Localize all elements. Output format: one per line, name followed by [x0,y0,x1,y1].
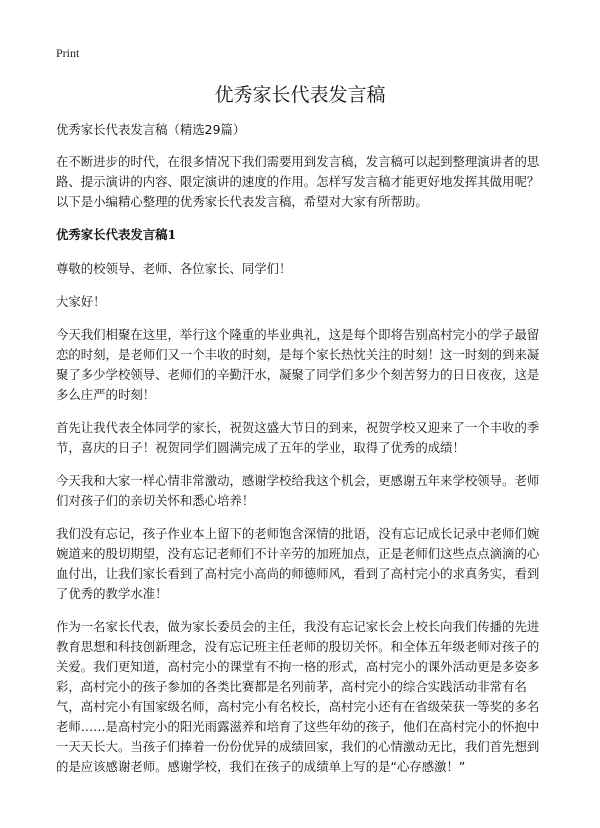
print-label: Print [56,46,80,60]
paragraph-congratulations: 首先让我代表全体同学的家长，祝贺这盛大节日的到来，祝贺学校又迎来了一个丰收的季节，喜庆的日子！祝贺同学们圆满完成了五年的学业，取得了优秀的成绩！ [56,420,540,455]
document-title: 优秀家长代表发言稿 [214,84,386,106]
paragraph-hello: 大家好！ [56,294,106,309]
paragraph-representative: 作为一名家长代表，做为家长委员会的主任，我没有忘记家长会上校长向我们传播的先进教育思想和科技创新理念，没有忘记班主任老师的殷切关怀。和全体五年级老师对孩子的关爱。我们更知道，高村完小的课堂有不拘一格的形式，高村完小的课外活动更是多姿多彩，高村完小的孩子参加的各类比赛都是名列前茅，高村完小的综合实践活动非常有名气，高村完小有国家级名师，高村完小有名校长，高村完小还有在省级荣获一等奖的多名老师……是高村完小的阳光雨露滋养和培育了这些年幼的孩子，他们在高村完小的怀抱中一天天长大。当孩子们捧着一份份优异的成绩回家，我们的心情激动无比，我们首先想到的是应该感谢老师。感谢学校，我们在孩子的成绩单上写的是“心存感激！” [56,619,540,774]
intro-paragraph: 在不断进步的时代，在很多情况下我们需要用到发言稿，发言稿可以起到整理演讲者的思路、提示演讲的内容、限定演讲的速度的作用。怎样写发言稿才能更好地发挥其做用呢？以下是小编精心整理的优秀家长代表发言稿，希望对大家有所帮助。 [56,154,540,209]
section-heading: 优秀家长代表发言稿1 [56,227,177,242]
paragraph-thanks: 今天我和大家一样心情非常激动，感谢学校给我这个机会，更感谢五年来学校领导。老师们对孩子们的亲切关怀和悉心培养！ [56,473,540,508]
paragraph-greeting: 尊敬的校领导、老师、各位家长、同学们！ [56,261,292,276]
document-body [56,120,550,790]
paragraph-ceremony: 今天我们相聚在这里，举行这个隆重的毕业典礼，这是每个即将告别高村完小的学子最留恋的时刻，是老师们又一个丰收的时刻，是每个家长热忱关注的时刻！这一时刻的到来凝聚了多少学校领导、老师们的辛勤汗水，凝聚了同学们多少个刻苦努力的日日夜夜，这是多么庄严的时刻！ [56,327,540,402]
paragraph-memories: 我们没有忘记，孩子作业本上留下的老师饱含深情的批语，没有忘记成长记录中老师们婉婉道来的殷切期望，没有忘记老师们不计辛劳的加班加点，正是老师们这些点点滴滴的心血付出，让我们家长看到了高村完小高尚的师德师风，看到了高村完小的求真务实，看到了优秀的教学水准！ [56,526,540,601]
document-subtitle: 优秀家长代表发言稿（精选29篇） [56,122,246,137]
